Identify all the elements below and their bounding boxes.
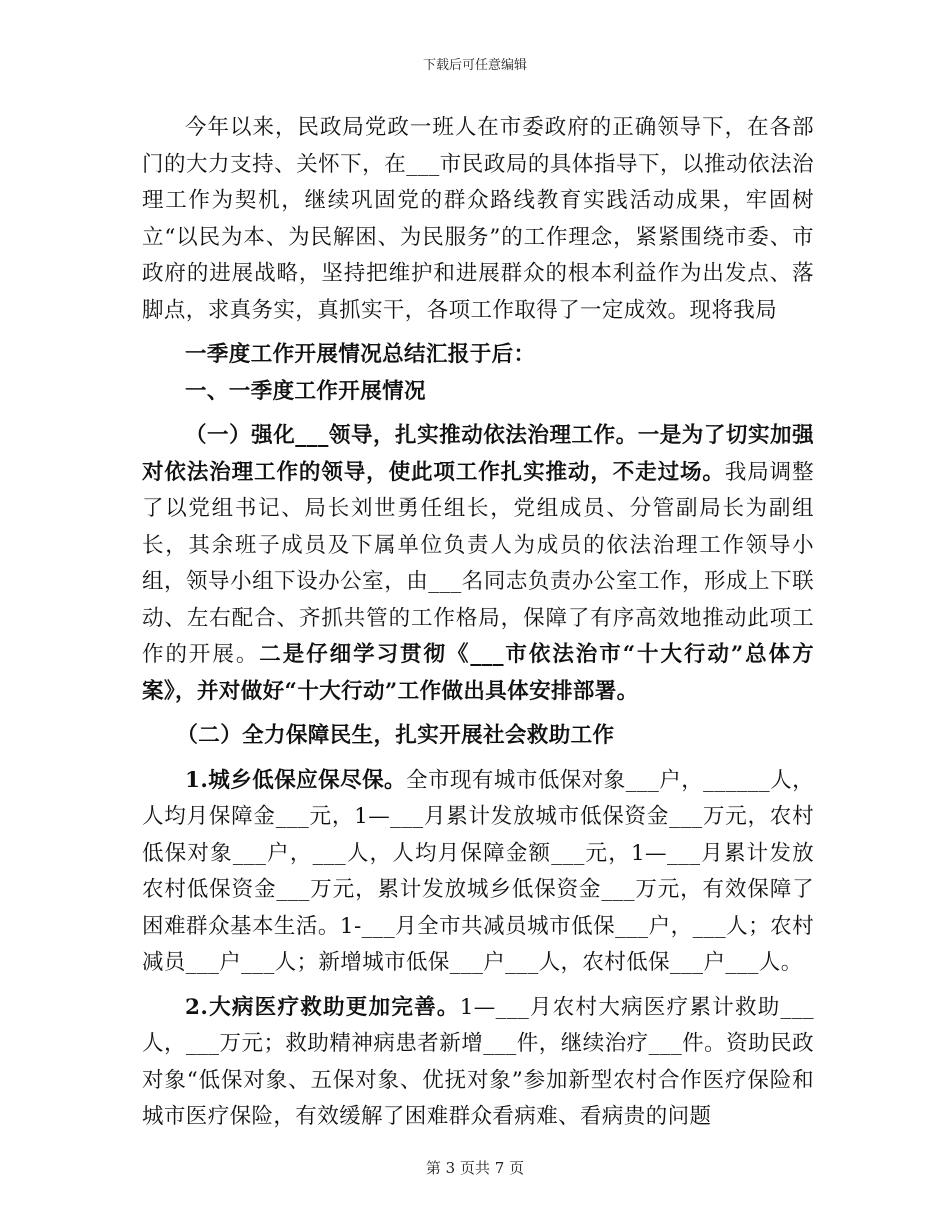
subsection-1-lead: （一）强化___领导，扎实推动依法治理工作。一是为了切实加强对依法治理工作的领导，使此项工作扎实推动，不走过场。 xyxy=(142,423,814,485)
item-1-title: 1.城乡低保应保尽保。 xyxy=(185,767,407,793)
subsection-1-body: 我局调整了以党组书记、局长刘世勇任组长，党组成员、分管副局长为副组长，其余班子成员及下属单位负责人为成员的依法治理工作领导小组，领导小组下设办公室，由___名同志负责办公室工作，形成上下联动、左右配合、齐抓共管的工作格局，保障了有序高效地推动此项工作的开展。 xyxy=(142,459,814,667)
item-2-body: 1—___月农村大病医疗累计救助___人，___万元；救助精神病患者新增___件，继续治疗___件。资助民政对象“低保对象、五保对象、优抚对象”参加新型农村合作医疗保险和城市医疗保险，有效缓解了困难群众看病难、看病贵的问题 xyxy=(142,994,814,1129)
item-2-paragraph xyxy=(142,990,814,1136)
subsection-1-paragraph xyxy=(142,418,814,710)
item-1-paragraph xyxy=(142,763,814,982)
item-1-body: 全市现有城市低保对象___户，______人，人均月保障金___元，1—___月累计发放城市低保资金___万元，农村低保对象___户，___人，人均月保障金额___元，1—___月累计发放农村低保资金___万元，累计发放城乡低保资金___万元，有效保障了困难群众基本生活。1-___月全市共减员城市低保___户，___人；农村减员___户___人；新增城市低保___户___人，农村低保___户___人。 xyxy=(142,767,814,975)
subsection-heading-2: （二）全力保障民生，扎实开展社会救助工作 xyxy=(176,723,615,748)
page-number-footer: 第 3 页共 7 页 xyxy=(425,1159,525,1177)
page-header: 下载后可任意编辑 xyxy=(422,58,527,73)
report-intro-line: 一季度工作开展情况总结汇报于后： xyxy=(185,342,536,367)
section-heading-1: 一、一季度工作开展情况 xyxy=(185,378,426,404)
item-2-title: 2.大病医疗救助更加完善。 xyxy=(185,994,460,1020)
document-body xyxy=(142,110,814,1136)
subsection-1-point-2: 二是仔细学习贯彻《___市依法治市“十大行动”总体方案》，并对做好“十大行动”工作做出具体安排部署。 xyxy=(142,642,814,704)
intro-paragraph: 今年以来，民政局党政一班人在市委政府的正确领导下，在各部门的大力支持、关怀下，在___市民政局的具体指导下，以推动依法治理工作为契机，继续巩固党的群众路线教育实践活动成果，牢固树立“以民为本、为民解困、为民服务”的工作理念，紧紧围绕市委、市政府的进展战略，坚持把维护和进展群众的根本利益作为出发点、落脚点，求真务实，真抓实干，各项工作取得了一定成效。现将我局 xyxy=(142,115,814,323)
